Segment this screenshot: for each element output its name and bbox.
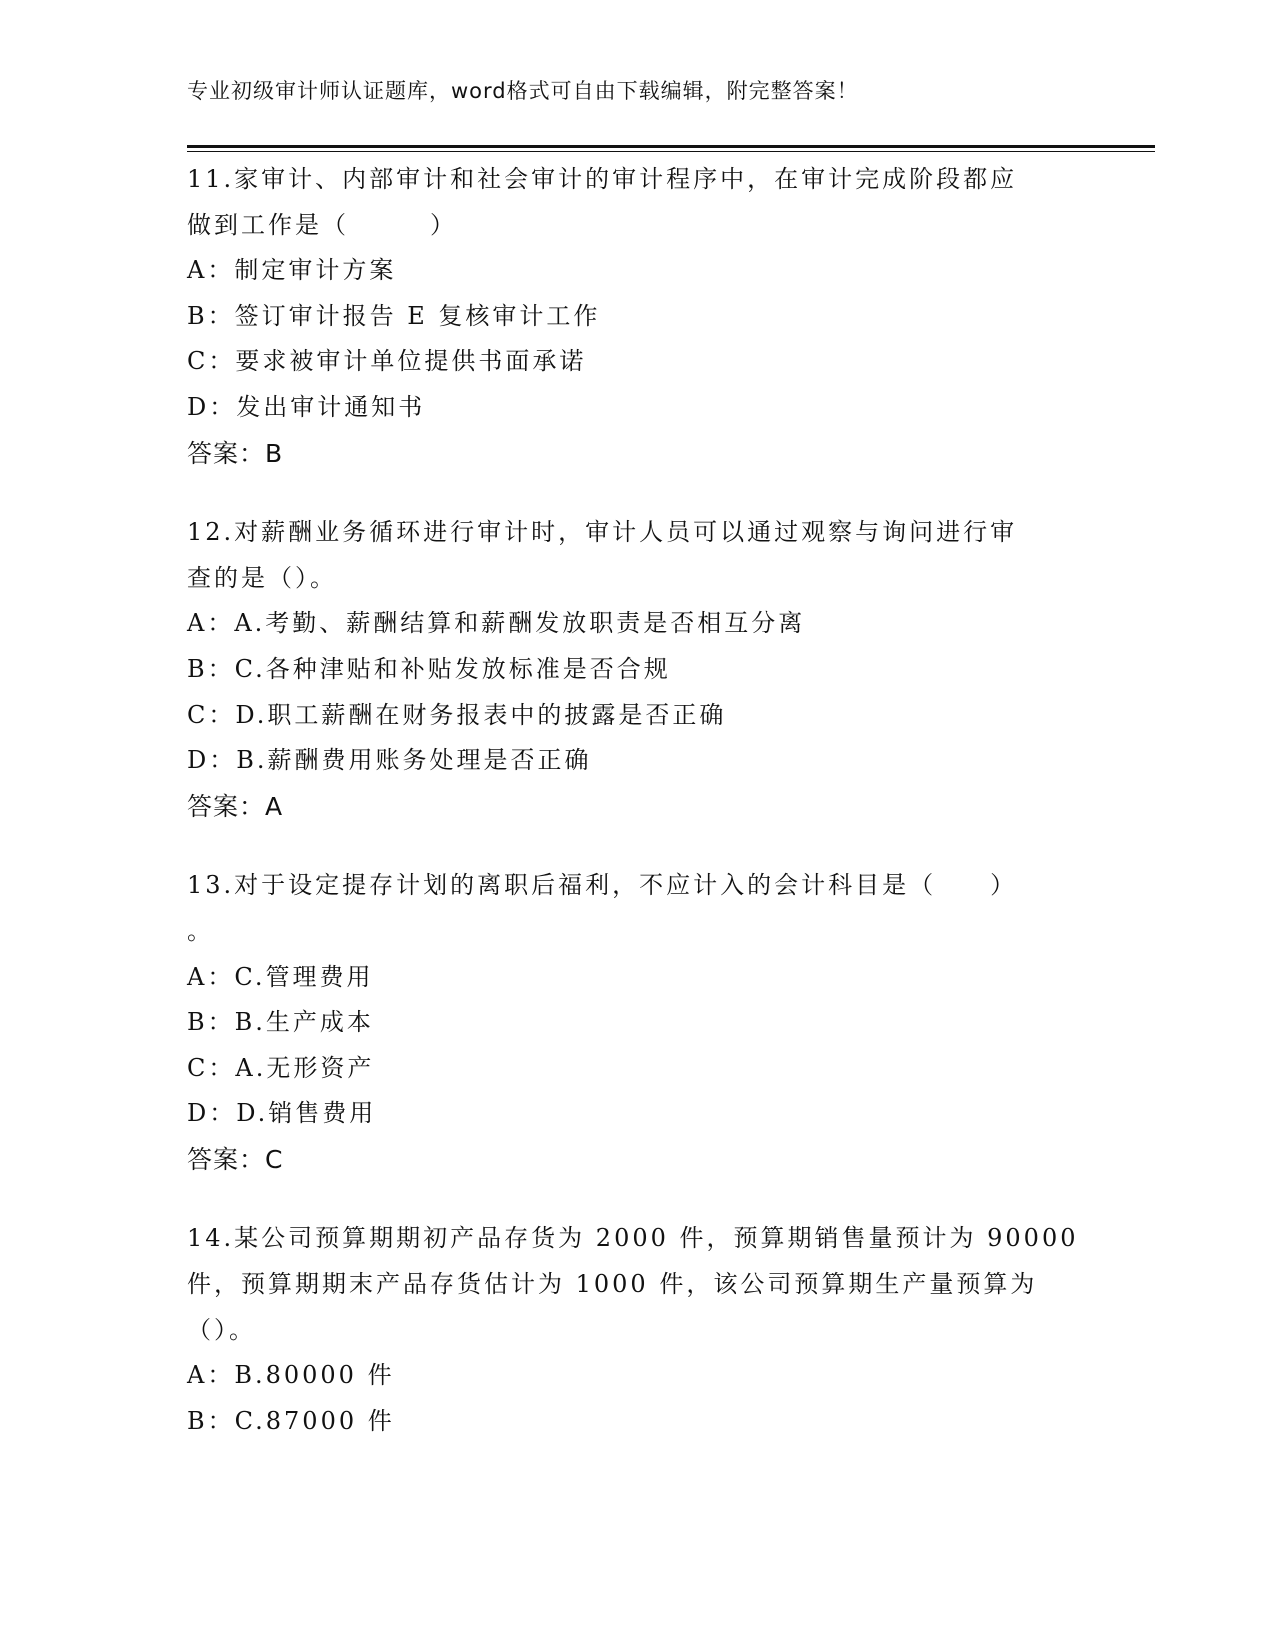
question-stem: 做到工作是（ ） (187, 210, 457, 239)
question-stem: 13.对于设定提存计划的离职后福利，不应计入的会计科目是（ ） (187, 871, 1018, 900)
answer-line: 答案：C (187, 1144, 284, 1174)
question-stem: 查的是（）。 (187, 563, 337, 592)
question-stem: 件，预算期期末产品存货估计为 1000 件，该公司预算期生产量预算为 (187, 1270, 1038, 1299)
question-stem: 11.家审计、内部审计和社会审计的审计程序中，在审计完成阶段都应 (187, 165, 1018, 193)
answer-line: 答案：A (187, 791, 284, 821)
page-header: 专业初级审计师认证题库，word格式可自由下载编辑，附完整答案！ (187, 79, 859, 103)
option-a: A：A.考勤、薪酬结算和薪酬发放职责是否相互分离 (187, 609, 806, 638)
question-stem: 。 (187, 916, 214, 945)
option-c: C：要求被审计单位提供书面承诺 (187, 347, 587, 376)
option-a: A：B.80000 件 (187, 1361, 395, 1390)
option-c: C：D.职工薪酬在财务报表中的披露是否正确 (187, 700, 727, 729)
option-a: A：C.管理费用 (187, 962, 374, 991)
question-list (187, 157, 1107, 1478)
question-stem: 14.某公司预算期期初产品存货为 2000 件，预算期销售量预计为 90000 (187, 1224, 1079, 1253)
answer-line: 答案：B (187, 438, 284, 468)
header-divider-thin (187, 151, 1155, 152)
question-11 (187, 157, 1107, 476)
question-stem: （）。 (187, 1315, 256, 1344)
option-b: B：C.87000 件 (187, 1406, 395, 1435)
option-c: C：A.无形资产 (187, 1053, 375, 1082)
option-b: B：签订审计报告 E 复核审计工作 (187, 301, 601, 330)
option-b: B：C.各种津贴和补贴发放标准是否合规 (187, 654, 671, 683)
option-d: D：B.薪酬费用账务处理是否正确 (187, 746, 592, 775)
question-stem: 12.对薪酬业务循环进行审计时，审计人员可以通过观察与询问进行审 (187, 518, 1018, 547)
option-d: D：发出审计通知书 (187, 392, 426, 421)
question-13 (187, 863, 1107, 1182)
option-a: A：制定审计方案 (187, 256, 397, 285)
option-d: D：D.销售费用 (187, 1099, 377, 1128)
question-12 (187, 510, 1107, 829)
question-14 (187, 1216, 1107, 1444)
option-b: B：B.生产成本 (187, 1008, 374, 1037)
header-divider-thick (187, 145, 1155, 148)
